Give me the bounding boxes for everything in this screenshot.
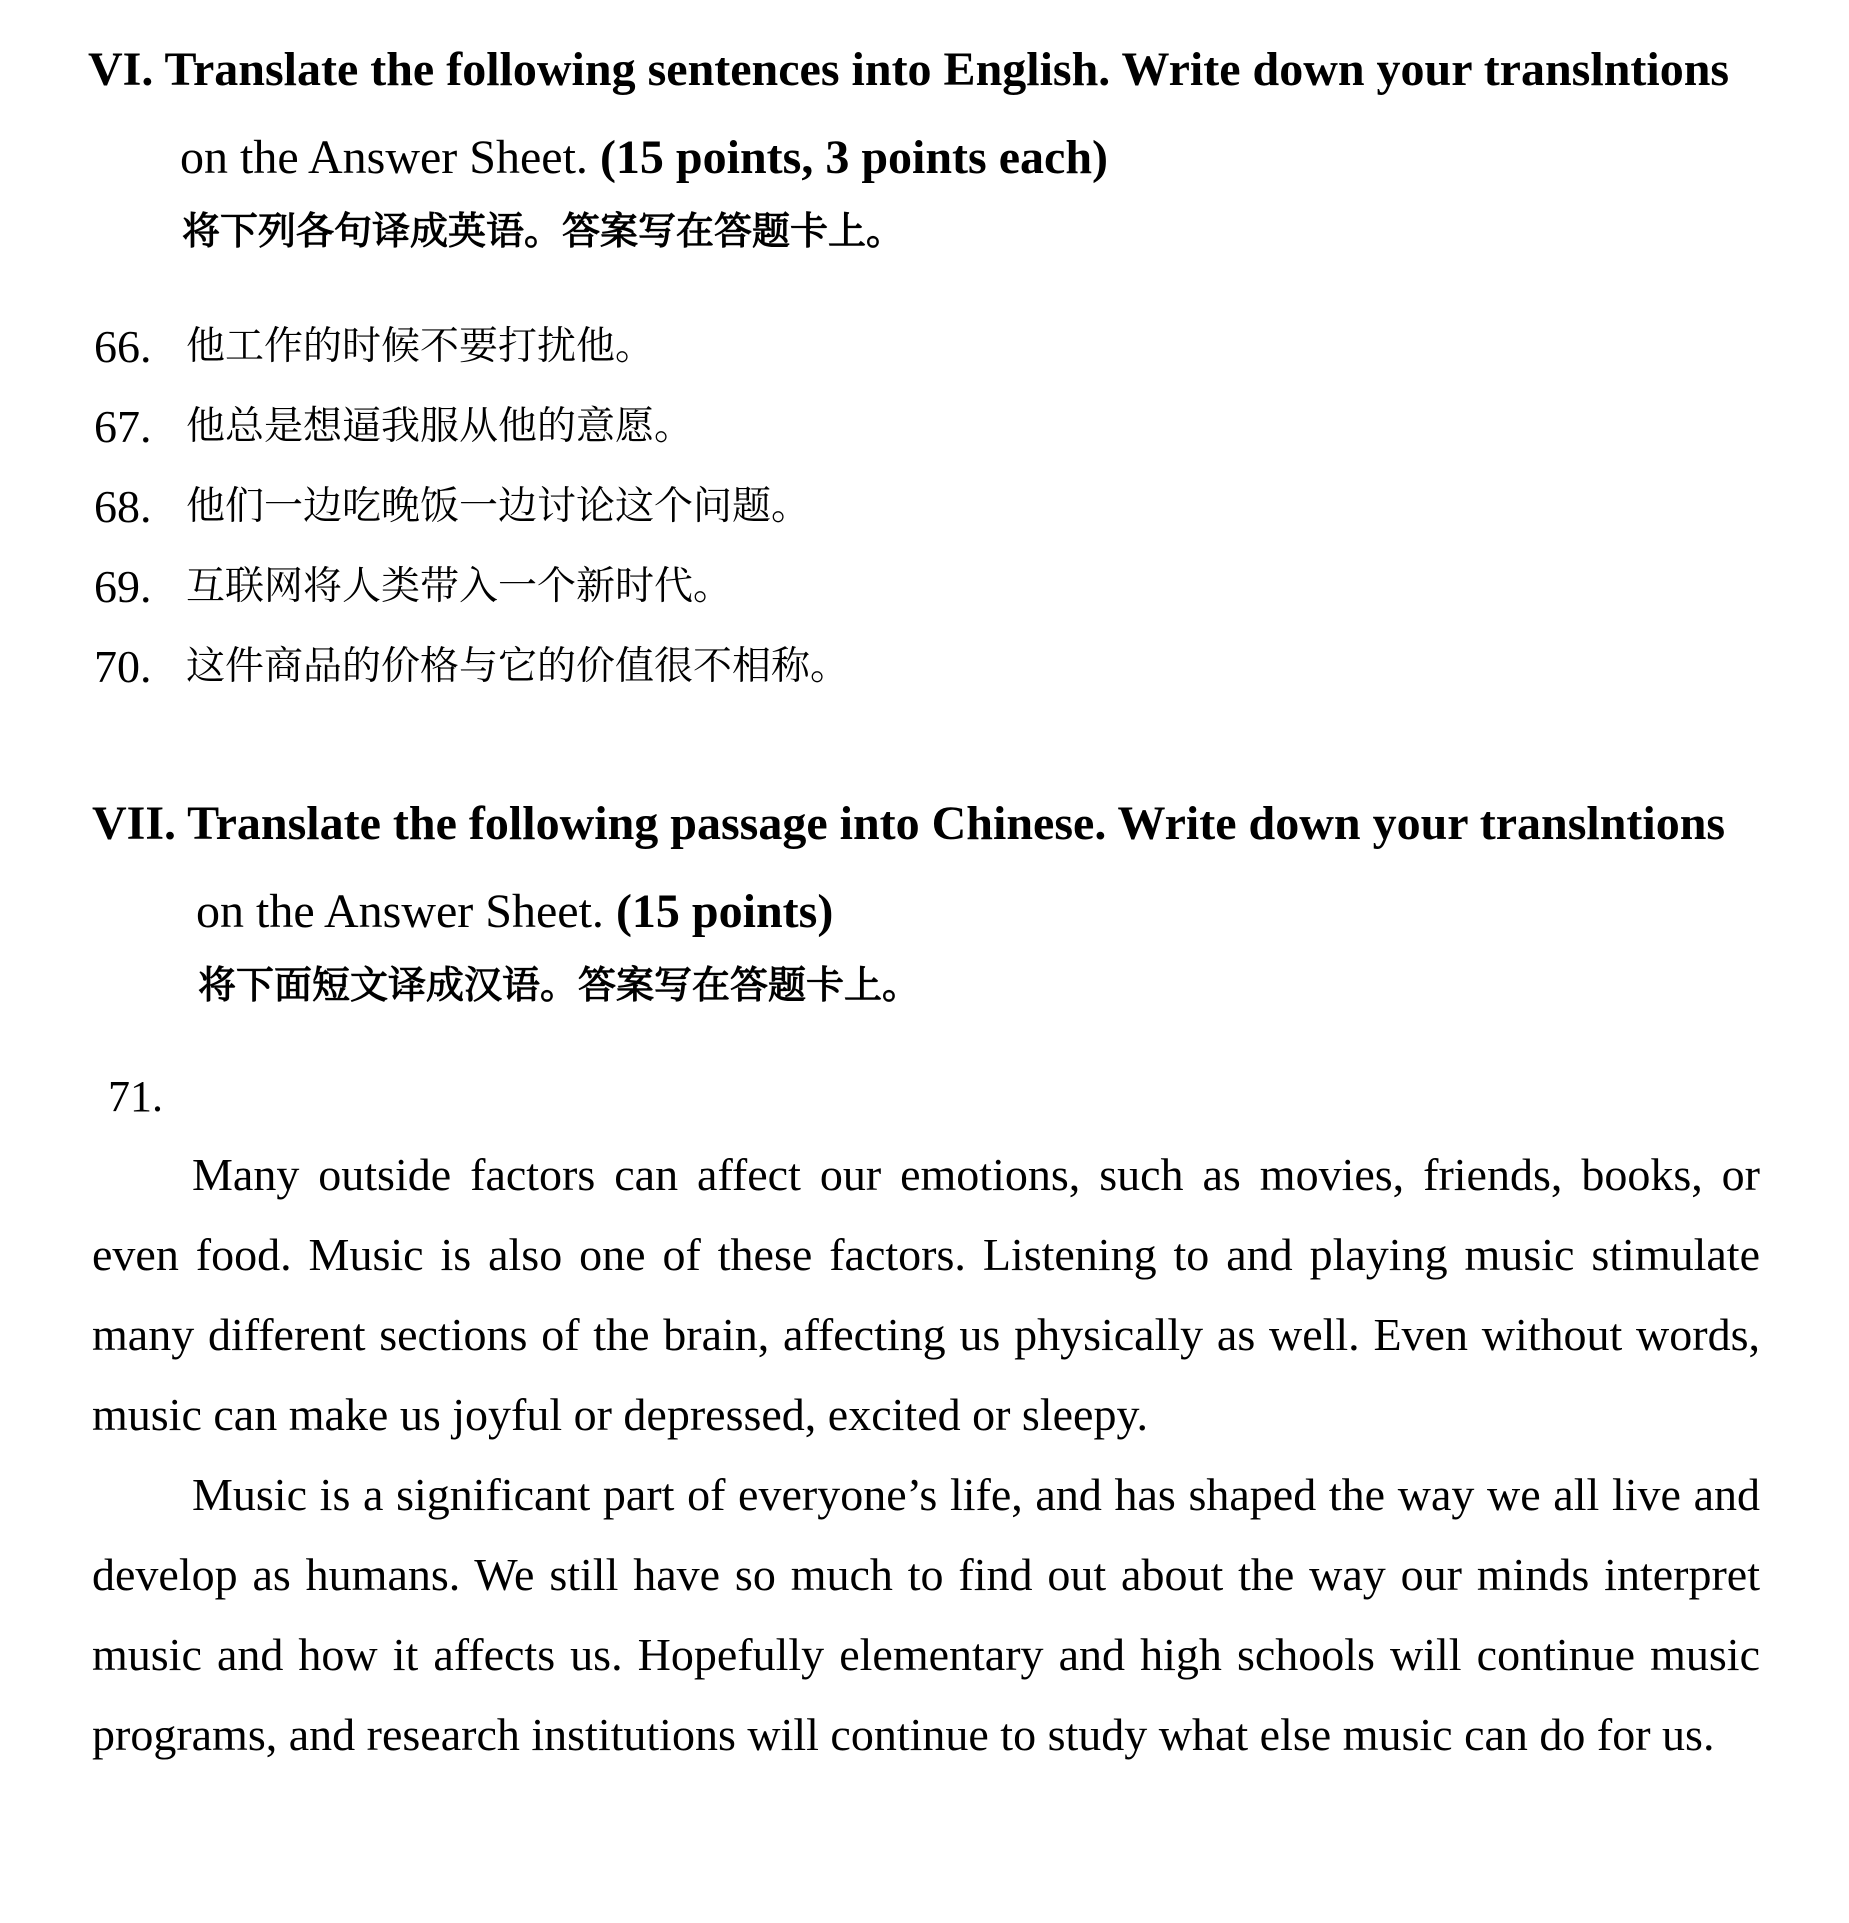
question-text: 他总是想逼我服从他的意愿。 — [186, 404, 694, 449]
passage-number: 71. — [108, 1072, 163, 1121]
question-text: 这件商品的价格与它的价值很不相称。 — [186, 644, 850, 689]
section-6-numeral: VI. — [88, 43, 154, 96]
section-7-zh-instruction: 将下面短文译成汉语。答案写在答题卡上。 — [198, 963, 921, 1007]
section-6-subline — [180, 130, 1108, 186]
question-number: 66. — [94, 321, 152, 372]
question-text: 他工作的时候不要打扰他。 — [186, 324, 655, 369]
section-7-numeral: VII. — [92, 797, 177, 850]
question-number: 70. — [94, 641, 152, 692]
section-6-title: Translate the following sentences into English. Write down your translntions — [164, 43, 1730, 96]
passage-paragraph-2: Music is a significant part of everyone’s life, and has shaped the way we all live and develop as humans. We still have so much to find out about the way our minds interpret music and how it affects us. Hopefully elementary and high schools will continue music programs, and research institutions will continue to study what else music can do for us. — [92, 1469, 1760, 1760]
section-7-answer-sheet-text: on the Answer Sheet. — [196, 885, 604, 938]
question-number: 67. — [94, 401, 152, 452]
passage-paragraph-1: Many outside factors can affect our emotions, such as movies, friends, books, or even food. Music is also one of these factors. Listening to and playing music stimulate many different sections of the brain, affecting us physically as well. Even without words, music can make us joyful or depressed, excited or sleepy. — [92, 1149, 1760, 1440]
passage-body — [92, 1135, 1760, 1775]
section-7-points: (15 points) — [615, 885, 834, 938]
question-text: 互联网将人类带入一个新时代。 — [186, 564, 733, 609]
section-7-heading — [92, 796, 1725, 852]
section-6-heading — [88, 42, 1729, 98]
section-6-zh-instruction: 将下列各句译成英语。答案写在答题卡上。 — [182, 209, 905, 253]
section-6-answer-sheet-text: on the Answer Sheet. — [180, 131, 588, 184]
question-number: 69. — [94, 561, 152, 612]
section-7-subline — [196, 884, 833, 940]
section-7-title: Translate the following passage into Chinese. Write down your translntions — [187, 797, 1726, 850]
question-number: 68. — [94, 481, 152, 532]
section-6-points: (15 points, 3 points each) — [599, 131, 1108, 184]
question-text: 他们一边吃晚饭一边讨论这个问题。 — [186, 484, 811, 529]
